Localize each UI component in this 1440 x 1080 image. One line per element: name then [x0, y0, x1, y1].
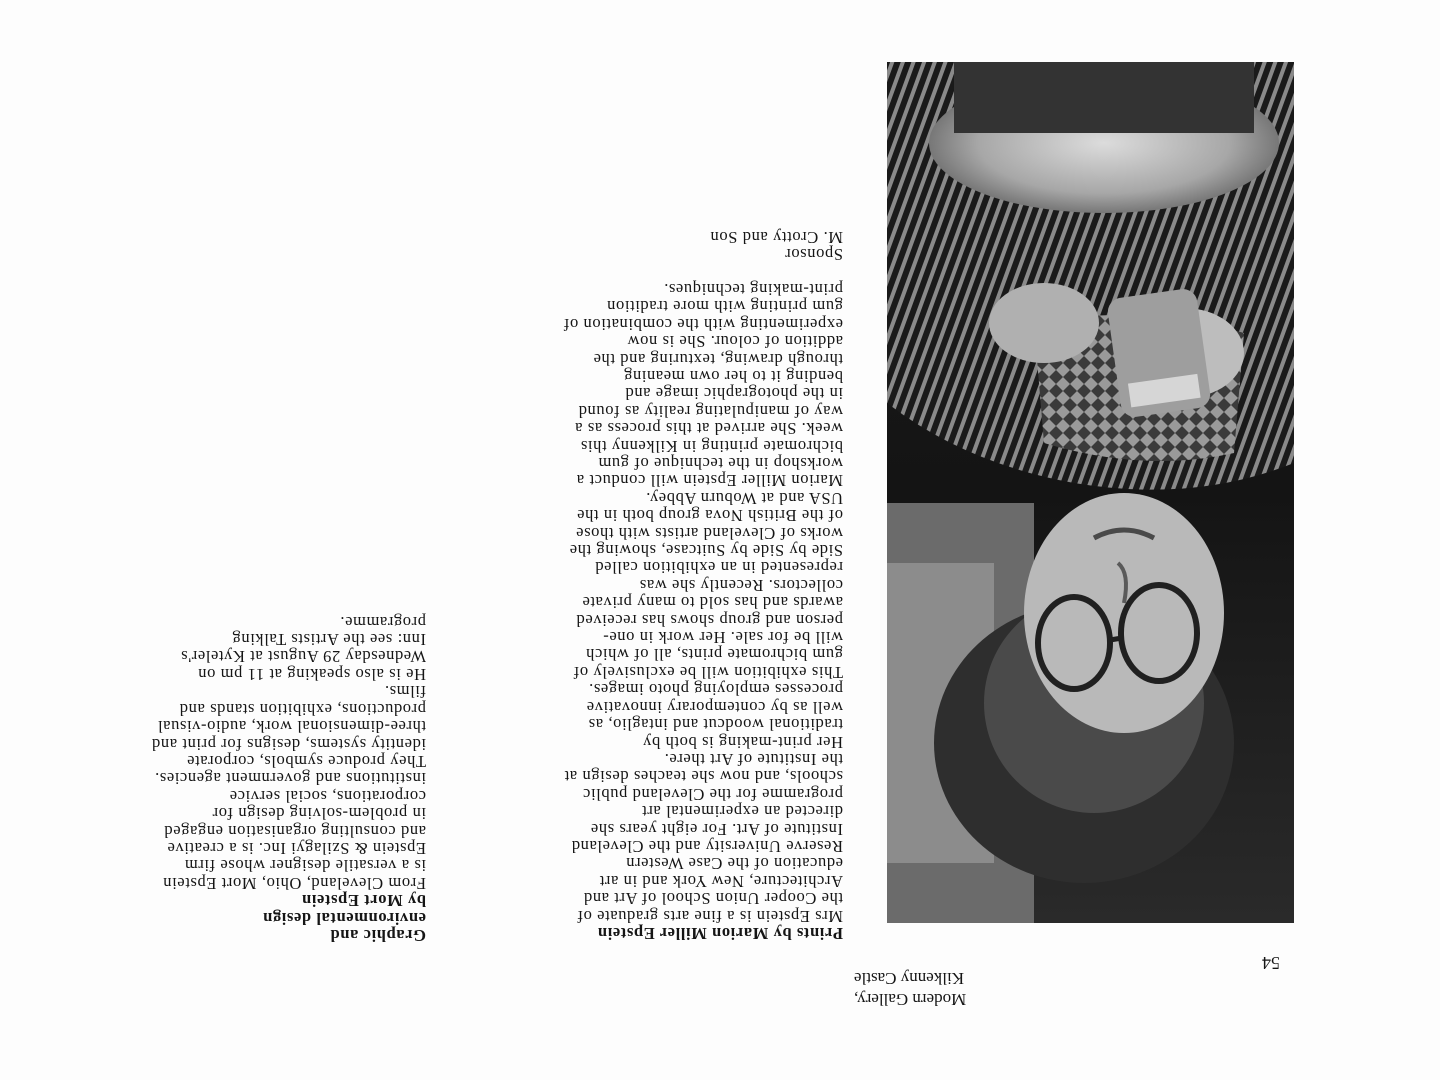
body-line: way of manipulating reality as found [578, 401, 843, 421]
body-line: programme for the Cleveland public [582, 784, 843, 804]
article-title: Prints by Marion Miller Epstein [597, 924, 843, 943]
body-line: will be for sale. Her work in one- [602, 628, 843, 648]
body-line: They produce symbols, corporate [186, 751, 426, 771]
body-line: the Cooper Union School of Art and [583, 889, 843, 909]
body-line: corporations, social service [229, 786, 426, 806]
body-line: productions, exhibition stands and [179, 699, 426, 719]
body-line: well as by contemporary innovative [586, 697, 843, 717]
body-line: directed an experimental art [641, 802, 843, 822]
body-line: Side by Side by Suitcase, showing the [569, 541, 843, 561]
body-line: From Cleveland, Ohio, Mort Epstein [162, 873, 426, 893]
mort-epstein-article [66, 613, 426, 944]
body-line: He is also speaking at 11 pm on [197, 664, 426, 684]
body-line: Inn: see the Artists Talking [231, 630, 426, 650]
body-line: represented in an exhibition called [594, 558, 843, 578]
marion-epstein-article [463, 228, 843, 942]
body-line: processes employing photo images. [588, 680, 843, 700]
venue-line-1: Modern Gallery, [854, 990, 967, 1009]
body-line: institutions and government agencies. [154, 769, 426, 789]
body-line: traditional woodcut and intaglio, as [588, 715, 843, 735]
spacer-line [463, 263, 843, 280]
body-line: the Institute of Art there. [664, 749, 843, 769]
page-number: 54 [1262, 953, 1280, 973]
body-line: in the photographic image and [624, 384, 843, 404]
venue-caption [854, 968, 1074, 1010]
body-line: Mrs Epstein is a fine arts graduate of [576, 906, 843, 926]
article-byline: by Mort Epstein [301, 891, 426, 911]
body-line: Architecture, New York and in art [599, 871, 843, 891]
body-line: three-dimensional work, audio-visual [157, 717, 426, 737]
body-line: Institute of Art. For eight years she [590, 819, 843, 839]
body-line: of the British Nova group both in the [576, 506, 843, 526]
sponsor-label: Sponsor [784, 245, 843, 265]
body-line: Reserve University and the Cleveland [571, 836, 843, 856]
body-line: collectors. Recently she was [639, 575, 843, 595]
article-title-line: environmental design [262, 908, 426, 928]
body-line: bending it to her own meaning [623, 367, 843, 386]
body-line: works of Cleveland artists with those [575, 523, 843, 543]
body-line: and consulting organisation engaged [163, 821, 426, 841]
body-line: through drawing, texturing and the [593, 349, 843, 369]
sponsor-name: M. Crotty and Son [709, 227, 843, 247]
body-line: films. [384, 682, 426, 702]
body-line: addition of colour. She is now [627, 332, 843, 352]
body-line: Epstein & Szilagyi Inc. is a creative [166, 838, 426, 858]
body-line: education of the Case Western [625, 854, 843, 874]
body-line: in problem-solving design for [212, 804, 426, 824]
body-line: week. She arrived at this process as a [574, 419, 843, 439]
body-line: Wednesday 29 August at Kyteler's [180, 647, 426, 667]
body-line: schools, and now she teaches design at [564, 767, 843, 787]
body-line: gum bichromate prints, all of which [585, 645, 843, 665]
body-line: awards and has sold to many private [581, 593, 843, 613]
artist-portrait-photo [887, 62, 1294, 923]
body-line: print-making techniques. [663, 279, 843, 299]
body-line: USA and at Woburn Abbey. [645, 488, 843, 508]
body-line: is a versatile designer whose firm [184, 856, 426, 876]
body-line: workshop in the technique of gum [597, 454, 843, 474]
venue-line-2: Kilkenny Castle [854, 969, 965, 988]
body-line: gum printing with more tradition [606, 297, 843, 317]
body-line: experimenting with the combination of [563, 314, 843, 334]
portrait-illustration [887, 62, 1294, 923]
body-line: bichromate printing in Kilkenny this [580, 436, 843, 456]
body-line: This exhibition will be exclusively of [573, 662, 843, 682]
body-line: Her print-making is both by [642, 732, 843, 752]
article-title-line: Graphic and [330, 926, 426, 945]
body-line: identity systems, designs for print and [151, 734, 426, 754]
body-line: Marion Miller Epstein will conduct a [576, 471, 843, 491]
body-line: person and group shows has received [575, 610, 843, 630]
body-line: programme. [339, 612, 426, 632]
